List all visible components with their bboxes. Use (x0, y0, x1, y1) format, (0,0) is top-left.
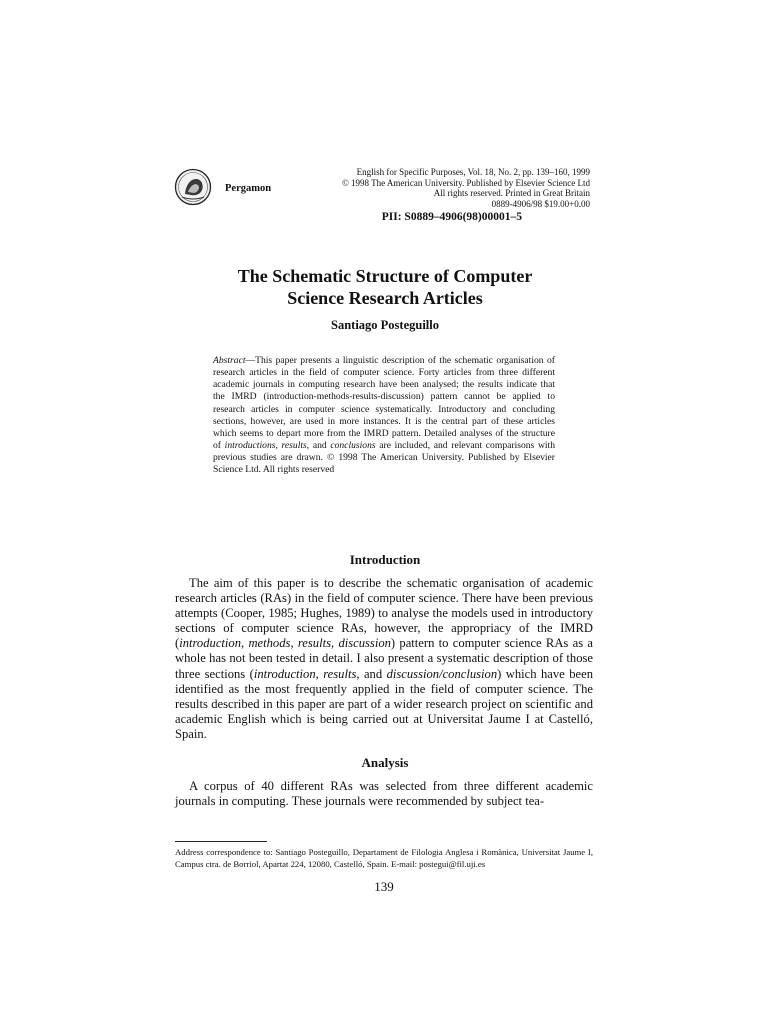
footnote-address: Address correspondence to: Santiago Posteguillo, Departament de Filologia Anglesa i Romànica, Universitat Jaume I, Campus ctra. de Borriol, Apartat 224, 12080, Castelló, Spain. E-mail: postegui@fil.uji.es (175, 847, 593, 869)
body-text: ) pattern to computer science RAs as a whole has not been tested in detail. I also present a systematic description of those three sections ( (175, 636, 593, 681)
section-heading-analysis: Analysis (361, 755, 409, 770)
body-emphasis: discussion (338, 636, 391, 651)
article-title (150, 265, 620, 309)
body-text: , and (356, 666, 387, 681)
footnote-divider (175, 841, 267, 842)
title-line: The Schematic Structure of Computer (237, 266, 533, 286)
body-text: , (315, 666, 324, 681)
journal-citation-line: English for Specific Purposes, Vol. 18, No. 2, pp. 139–160, 1999 (356, 167, 590, 177)
body-emphasis: results (323, 666, 357, 681)
body-text: , (290, 636, 298, 651)
abstract (213, 355, 555, 477)
abstract-text: are included, and relevant comparisons with previous studies are drawn. © 1998 The American University. Published by Elsevier Science Ltd. All rights reserved (213, 440, 555, 476)
body-emphasis: discussion/conclusion (386, 666, 498, 681)
analysis-paragraph: A corpus of 40 different RAs was selected from three different academic journals in computing. These journals were recommended by subject tea- (175, 779, 593, 809)
body-text: , (331, 636, 339, 651)
publisher-name: Pergamon (225, 183, 272, 194)
section-heading-introduction: Introduction (349, 552, 421, 567)
abstract-text: , and (306, 440, 331, 452)
abstract-emphasis: introductions (224, 440, 276, 452)
author-name: Santiago Posteguillo (331, 318, 439, 332)
pii-identifier: PII: S0889–4906(98)00001–5 (381, 211, 522, 223)
body-emphasis: results (297, 636, 331, 651)
publisher-logo (174, 168, 212, 206)
page-number: 139 (374, 879, 394, 894)
rights-line: All rights reserved. Printed in Great Britain (433, 188, 590, 199)
abstract-label: Abstract (213, 355, 246, 366)
title-line: Science Research Articles (287, 288, 483, 308)
elsevier-tree-logo-icon (174, 168, 212, 206)
abstract-emphasis: results (281, 440, 307, 452)
introduction-paragraph (175, 576, 593, 742)
body-emphasis: introduction (253, 666, 316, 681)
issn-price-line: 0889-4906/98 $19.00+0.00 (491, 198, 590, 209)
body-text: ) which have been identified as the most frequently applied in the field of computer science. The results described in this paper are part of a wider research project on scientific and academic English which is being carried out at Universitat Jaume I at Castelló, Spain. (175, 666, 593, 741)
journal-citation (280, 167, 590, 209)
body-text: , (241, 636, 249, 651)
body-emphasis: introduction (179, 636, 242, 651)
abstract-text: —This paper presents a linguistic description of the schematic organisation of research articles in the field of computer science. Forty articles from three different academic journals in computing research have been analysed; the results indicate that the IMRD (introduction-methods-results-discussion) pattern cannot be applied to research articles in computer science systematically. Introductory and concluding sections, however, are used in more instances. It is the central part of these articles which seems to depart more from the IMRD pattern. Detailed analyses of the structure of (213, 355, 555, 452)
body-emphasis: methods (248, 636, 291, 651)
copyright-line: © 1998 The American University. Published by Elsevier Science Ltd (341, 177, 590, 188)
abstract-emphasis: conclusions (330, 440, 376, 452)
body-text: The aim of this paper is to describe the schematic organisation of academic research articles (RAs) in the field of computer science. There have been previous attempts (Cooper, 1985; Hughes, 1989) to analyse the models used in introductory sections of computer science RAs, however, the appropriacy of the IMRD ( (175, 576, 593, 651)
abstract-text: , (275, 440, 282, 452)
